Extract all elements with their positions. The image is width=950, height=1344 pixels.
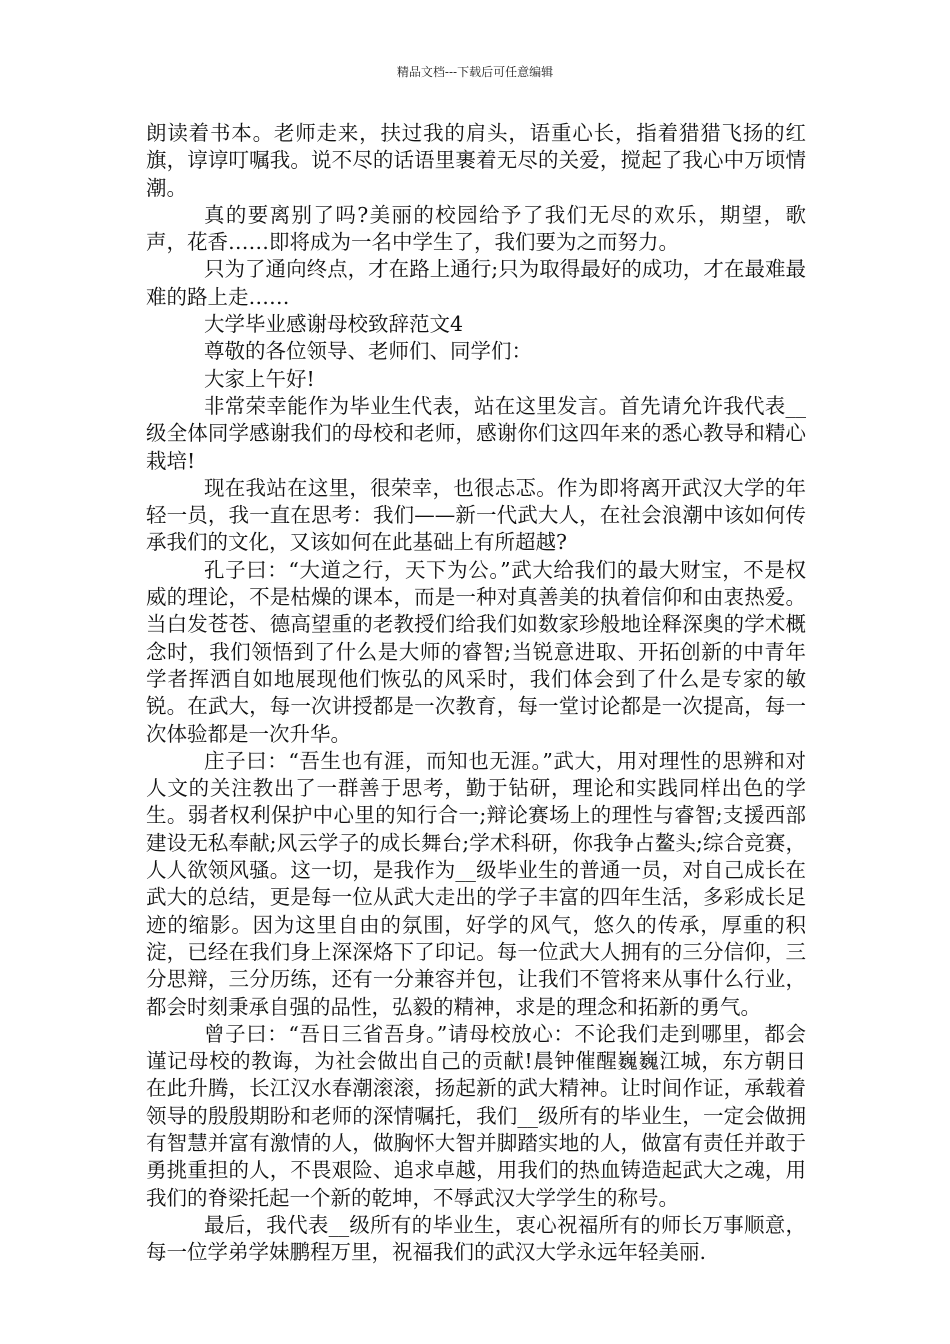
paragraph-7: 非常荣幸能作为毕业生代表，站在这里发言。首先请允许我代表__级全体同学感谢我们的母校和老师，感谢你们这四年来的悉心教导和精心栽培!: [146, 393, 806, 473]
greeting: 大家上午好!: [204, 366, 315, 391]
page-header: 精品文档---下载后可任意编辑: [396, 65, 554, 79]
section-title: 大学毕业感谢母校致辞范文4: [204, 312, 464, 337]
salutation: 尊敬的各位领导、老师们、同学们：: [204, 339, 532, 364]
paragraph-8: 现在我站在这里，很荣幸，也很忐忑。作为即将离开武汉大学的年轻一员，我一直在思考：我们——新一代武大人，在社会浪潮中该如何传承我们的文化，又该如何在此基础上有所超越?: [146, 475, 806, 555]
paragraph-11: 曾子曰：“吾日三省吾身。”请母校放心：不论我们走到哪里，都会谨记母校的教诲，为社会做出自己的贡献!晨钟催醒巍巍江城，东方朝日在此升腾，长江汉水春潮滚滚，扬起新的武大精神。让时间作证，承载着领导的殷殷期盼和老师的深情嘱托，我们__级所有的毕业生，一定会做拥有智慧并富有激情的人，做胸怀大智并脚踏实地的人，做富有责任并敢于勇挑重担的人，不畏艰险、追求卓越，用我们的热血铸造起武大之魂，用我们的脊梁托起一个新的乾坤，不辱武汉大学学生的称号。: [146, 1021, 806, 1210]
paragraph-3: 只为了通向终点，才在路上通行;只为取得最好的成功，才在最难最难的路上走……: [146, 257, 806, 309]
paragraph-12: 最后，我代表__级所有的毕业生，衷心祝福所有的师长万事顺意，每一位学弟学妹鹏程万里，祝福我们的武汉大学永远年轻美丽.: [146, 1212, 806, 1265]
paragraph-9: 孔子曰：“大道之行，天下为公。”武大给我们的最大财宝，不是权威的理论，不是枯燥的课本，而是一种对真善美的执着信仰和由衷热爱。当白发苍苍、德高望重的老教授们给我们如数家珍般地诠释深奥的学术概念时，我们领悟到了什么是大师的睿智;当锐意进取、开拓创新的中青年学者挥洒自如地展现他们恢弘的风采时，我们体会到了什么是专家的敏锐。在武大，每一次讲授都是一次教育，每一堂讨论都是一次提高，每一次体验都是一次升华。: [146, 557, 806, 746]
paragraph-1: 朗读着书本。老师走来，扶过我的肩头，语重心长，指着猎猎飞扬的红旗，谆谆叮嘱我。说不尽的话语里裹着无尽的关爱，搅起了我心中万顷情潮。: [146, 121, 806, 200]
paragraph-2: 真的要离别了吗?美丽的校园给予了我们无尽的欢乐，期望，歌声，花香……即将成为一名中学生了，我们要为之而努力。: [146, 202, 806, 255]
paragraph-10: 庄子曰：“吾生也有涯，而知也无涯。”武大，用对理性的思辨和对人文的关注教出了一群善于思考，勤于钻研，理论和实践同样出色的学生。弱者权利保护中心里的知行合一;辩论赛场上的理性与睿智;支援西部建设无私奉献;风云学子的成长舞台;学术科研，你我争占鳌头;综合竞赛，人人欲领风骚。这一切，是我作为__级毕业生的普通一员，对自己成长在武大的总结，更是每一位从武大走出的学子丰富的四年生活，多彩成长足迹的缩影。因为这里自由的氛围，好学的风气，悠久的传承，厚重的积淀，已经在我们身上深深烙下了印记。每一位武大人拥有的三分信仰，三分思辩，三分历练，还有一分兼容并包，让我们不管将来从事什么行业，都会时刻秉承自强的品性，弘毅的精神，求是的理念和拓新的勇气。: [146, 748, 806, 1019]
document-body: [146, 120, 806, 1266]
